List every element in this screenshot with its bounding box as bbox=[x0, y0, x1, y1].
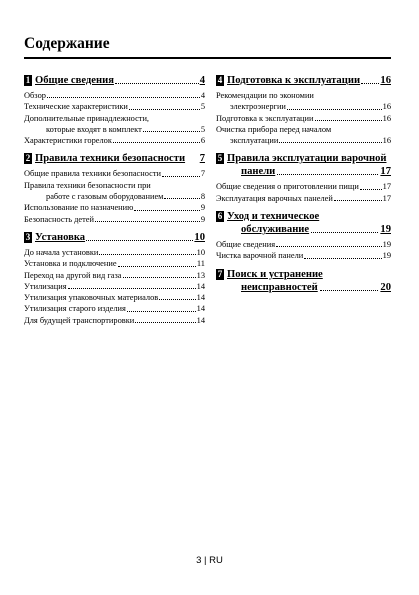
toc-entry[interactable]: Эксплуатация варочных панелей 17 bbox=[216, 193, 391, 203]
toc-entry[interactable]: Утилизация старого изделия 14 bbox=[24, 304, 205, 314]
toc-entry[interactable]: Утилизация 14 bbox=[24, 281, 205, 291]
section-title: Установка bbox=[35, 231, 86, 243]
page-footer: 3 | RU bbox=[196, 555, 223, 566]
toc-entry[interactable]: Чистка варочной панели 19 bbox=[216, 251, 391, 261]
toc-entry[interactable]: Общие сведения 19 bbox=[216, 240, 391, 250]
toc-entry[interactable]: которые входят в комплект 5 bbox=[46, 124, 205, 134]
toc-section-6 bbox=[216, 210, 391, 262]
section-number-badge: 5 bbox=[217, 153, 223, 164]
section-heading[interactable] bbox=[216, 268, 391, 294]
section-title-line1: Поиск и устранение bbox=[227, 268, 323, 280]
section-number-badge: 6 bbox=[217, 211, 223, 222]
toc-section-2 bbox=[24, 152, 205, 224]
toc-entry[interactable]: электроэнергии 16 bbox=[230, 102, 391, 112]
toc-section-7 bbox=[216, 268, 391, 294]
section-title: Правила техники безопасности bbox=[35, 153, 186, 165]
toc-entry[interactable]: эксплуатации 16 bbox=[230, 136, 391, 146]
toc-entry[interactable]: Общие правила техники безопасности 7 bbox=[24, 169, 205, 179]
section-page: 10 bbox=[194, 231, 205, 243]
toc-entry[interactable]: Общие сведения о приготовлении пищи 17 bbox=[216, 182, 391, 192]
section-number-badge: 4 bbox=[217, 75, 223, 85]
toc-entry[interactable]: Утилизация упаковочных материалов 14 bbox=[24, 293, 205, 303]
section-page: 7 bbox=[199, 153, 205, 165]
section-title: Подготовка к эксплуатации bbox=[227, 75, 361, 86]
toc-entry-line[interactable]: Дополнительные принадлежности, bbox=[24, 113, 150, 123]
title-rule bbox=[24, 57, 391, 59]
section-title-line1: Правила эксплуатации варочной bbox=[227, 153, 387, 165]
toc-section-4 bbox=[216, 74, 391, 146]
section-number-badge: 3 bbox=[25, 231, 31, 242]
toc-section-5 bbox=[216, 152, 391, 204]
toc-entry[interactable]: Переход на другой вид газа 13 bbox=[24, 270, 205, 280]
section-title-line2: неисправностей bbox=[241, 281, 318, 293]
section-page: 16 bbox=[380, 75, 391, 86]
toc-entry[interactable]: Подготовка к эксплуатации 16 bbox=[216, 113, 391, 123]
section-title: Общие сведения bbox=[35, 75, 114, 86]
toc-right-column bbox=[216, 74, 391, 300]
section-page: 4 bbox=[199, 75, 205, 86]
toc-entry[interactable]: Установка и подключение 11 bbox=[24, 259, 205, 269]
toc-entry[interactable]: До начала установки 10 bbox=[24, 247, 205, 257]
toc-entry[interactable]: работе с газовым оборудованием 8 bbox=[46, 192, 205, 202]
toc-entry[interactable]: Безопасность детей 9 bbox=[24, 214, 205, 224]
section-title-line2: обслуживание bbox=[241, 224, 310, 236]
section-title-line2: панели bbox=[241, 166, 276, 178]
section-number-badge: 7 bbox=[217, 268, 223, 279]
section-heading[interactable] bbox=[216, 74, 391, 87]
toc-entry[interactable]: Обзор 4 bbox=[24, 91, 205, 100]
toc-entry-line[interactable]: Очистка прибора перед началом bbox=[216, 124, 332, 134]
section-heading[interactable] bbox=[24, 231, 205, 244]
section-page: 19 bbox=[380, 224, 391, 236]
section-title-line1: Уход и техническое bbox=[227, 211, 320, 223]
section-page: 17 bbox=[380, 166, 391, 178]
toc-entry[interactable]: Технические характеристики 5 bbox=[24, 102, 205, 112]
section-heading[interactable] bbox=[216, 152, 391, 178]
toc-entry-line[interactable]: Рекомендации по экономии bbox=[216, 91, 314, 100]
section-heading[interactable] bbox=[216, 210, 391, 236]
toc-entry[interactable]: Использование по назначению 9 bbox=[24, 203, 205, 213]
section-number-badge: 2 bbox=[25, 153, 31, 164]
toc-section-1 bbox=[24, 74, 205, 146]
section-page: 20 bbox=[380, 281, 391, 293]
toc-section-3 bbox=[24, 231, 205, 326]
toc-left-column bbox=[24, 74, 205, 332]
section-heading[interactable] bbox=[24, 74, 205, 87]
toc-entry[interactable]: Характеристики горелок 6 bbox=[24, 136, 205, 146]
toc-entry[interactable]: Для будущей транспортировки 14 bbox=[24, 315, 205, 325]
toc-entry-line[interactable]: Правила техники безопасности при bbox=[24, 180, 151, 190]
section-number-badge: 1 bbox=[25, 75, 31, 85]
page-title: Содержание bbox=[24, 35, 110, 52]
section-heading[interactable] bbox=[24, 152, 205, 165]
